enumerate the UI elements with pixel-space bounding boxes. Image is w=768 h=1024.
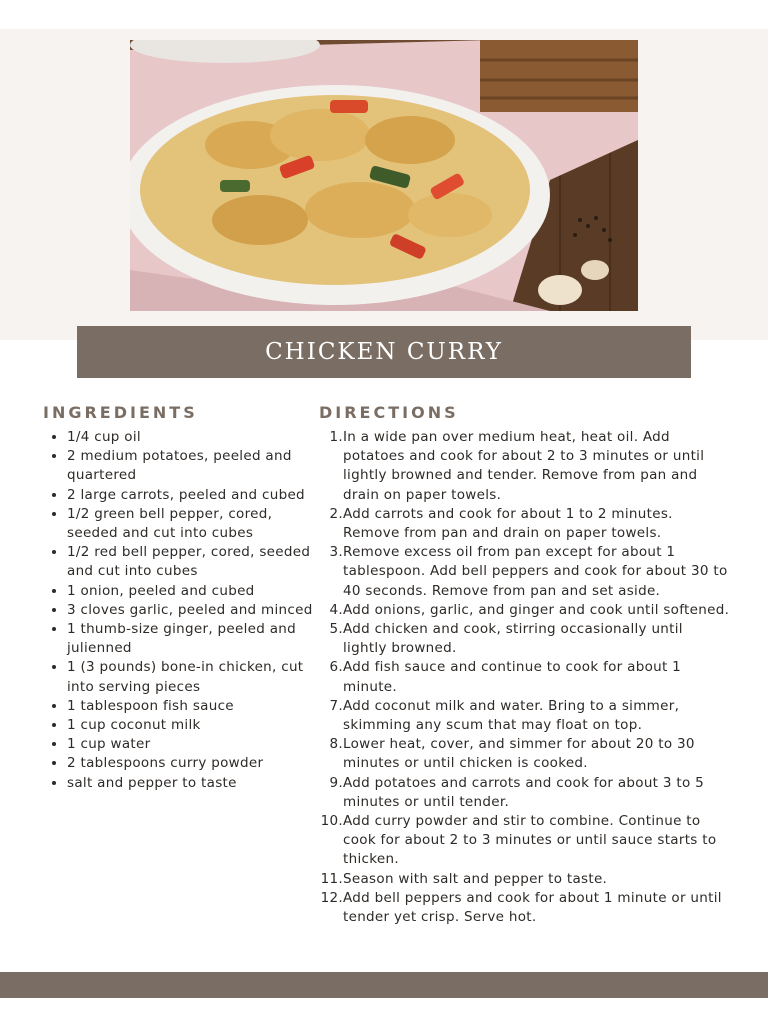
step-text: Add bell peppers and cook for about 1 minute or until tender yet crisp. Serve hot. xyxy=(343,889,722,926)
step-text: Add fish sauce and continue to cook for about 1 minute. xyxy=(343,659,682,695)
step-number: 7. xyxy=(329,697,343,714)
ingredient-item: • 1 thumb-size ginger, peeled and julienned xyxy=(67,620,322,658)
step-number: 10. xyxy=(320,813,343,830)
ingredient-item: • 2 tablespoons curry powder xyxy=(67,754,322,773)
ingredient-item: • 1/4 cup oil xyxy=(67,428,322,447)
chicken-curry-photo xyxy=(130,40,638,311)
ingredient-item: • 1/2 red bell pepper, cored, seeded and cut into cubes xyxy=(67,543,322,581)
ingredient-item: • salt and pepper to taste xyxy=(67,774,322,793)
title-bar xyxy=(77,326,691,378)
step-number: 5. xyxy=(329,621,343,638)
direction-step xyxy=(319,428,731,505)
ingredient-item: • 2 medium potatoes, peeled and quartered xyxy=(67,447,322,485)
direction-step xyxy=(319,735,731,773)
recipe-title: CHICKEN CURRY xyxy=(265,339,503,365)
direction-step xyxy=(319,812,731,870)
step-text: In a wide pan over medium heat, heat oil. Add potatoes and cook for about 2 to 3 minutes or until lightly browned and tender. Remove from pan and drain on paper towels. xyxy=(343,429,705,503)
step-text: Add onions, garlic, and ginger and cook until softened. xyxy=(343,601,730,618)
step-text: Remove excess oil from pan except for about 1 tablespoon. Add bell peppers and cook for about 30 to 40 seconds. Remove from pan and set aside. xyxy=(343,544,728,599)
step-number: 1. xyxy=(329,429,343,445)
direction-step xyxy=(319,774,731,812)
step-number: 8. xyxy=(329,736,343,753)
step-number: 9. xyxy=(329,774,343,791)
direction-step xyxy=(319,697,731,735)
step-text: Add carrots and cook for about 1 to 2 minutes. Remove from pan and drain on paper towels. xyxy=(343,505,673,542)
ingredients-heading: INGREDIENTS xyxy=(43,403,198,422)
ingredient-item: • 1 cup water xyxy=(67,735,322,754)
step-text: Lower heat, cover, and simmer for about 20 to 30 minutes or until chicken is cooked. xyxy=(343,736,695,772)
step-text: Season with salt and pepper to taste. xyxy=(343,870,608,887)
step-text: Add curry powder and stir to combine. Continue to cook for about 2 to 3 minutes or until sauce starts to thicken. xyxy=(343,813,717,868)
step-number: 3. xyxy=(329,544,343,561)
direction-step xyxy=(319,601,731,620)
ingredient-item: • 1 (3 pounds) bone-in chicken, cut into serving pieces xyxy=(67,658,322,696)
ingredient-item: • 1 tablespoon fish sauce xyxy=(67,697,322,716)
directions-heading: DIRECTIONS xyxy=(319,403,459,422)
step-text: Add potatoes and carrots and cook for about 3 to 5 minutes or until tender. xyxy=(343,774,704,810)
step-number: 6. xyxy=(329,659,343,676)
direction-step xyxy=(319,870,731,889)
directions-list xyxy=(319,428,731,927)
direction-step xyxy=(319,658,731,696)
direction-step xyxy=(319,889,731,927)
direction-step xyxy=(319,505,731,543)
ingredient-item: • 1 cup coconut milk xyxy=(67,716,322,735)
direction-step xyxy=(319,543,731,601)
ingredient-item: • 3 cloves garlic, peeled and minced xyxy=(67,601,322,620)
step-number: 12. xyxy=(320,889,343,906)
footer-bar xyxy=(0,972,768,998)
step-number: 4. xyxy=(329,601,343,618)
step-text: Add coconut milk and water. Bring to a simmer, skimming any scum that may float on top. xyxy=(343,697,680,734)
step-text: Add chicken and cook, stirring occasionally until lightly browned. xyxy=(343,621,683,657)
direction-step xyxy=(319,620,731,658)
chicken-curry-illustration xyxy=(130,40,638,311)
ingredients-list xyxy=(49,428,322,793)
ingredient-item: • 2 large carrots, peeled and cubed xyxy=(67,486,322,505)
ingredient-item: • 1/2 green bell pepper, cored, seeded and cut into cubes xyxy=(67,505,322,543)
ingredient-item: • 1 onion, peeled and cubed xyxy=(67,582,322,601)
step-number: 11. xyxy=(320,870,343,887)
step-number: 2. xyxy=(329,505,343,522)
